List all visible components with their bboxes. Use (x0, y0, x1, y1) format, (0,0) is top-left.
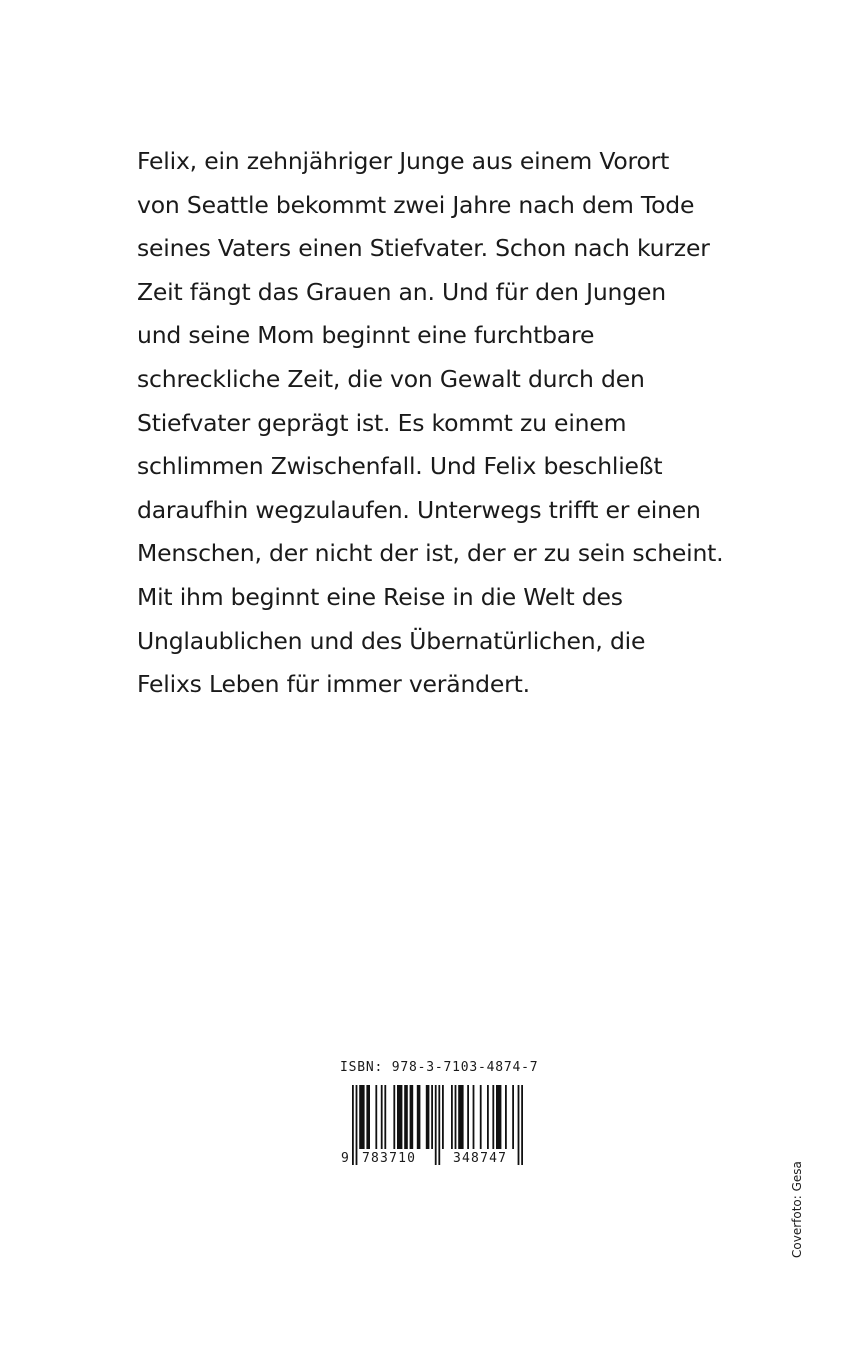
isbn-label: ISBN: 978-3-7103-4874-7 (340, 1060, 539, 1075)
barcode-bar (473, 1085, 475, 1149)
cover-photo-credit: Coverfoto: Gesa (790, 1161, 804, 1258)
blurb-line: Felix, ein zehnjähriger Junge aus einem Vorort (137, 147, 670, 175)
blurb-line: Stiefvater geprägt ist. Es kommt zu einem (137, 408, 627, 437)
barcode-bar (410, 1085, 414, 1149)
barcode-bar (505, 1085, 507, 1149)
barcode-bar (451, 1085, 453, 1149)
barcode-guard-bar (352, 1085, 354, 1165)
barcode-bar (404, 1085, 408, 1149)
blurb-line: daraufhin wegzulaufen. Unterwegs trifft er einen (137, 495, 701, 524)
barcode (340, 1085, 530, 1180)
barcode-bar (381, 1085, 383, 1149)
barcode-bar (487, 1085, 489, 1149)
barcode-bar (480, 1085, 482, 1149)
blurb-line: von Seattle bekommt zwei Jahre nach dem Tode (137, 190, 695, 219)
barcode-bar (375, 1085, 377, 1149)
blurb-line: Felixs Leben für immer verändert. (137, 670, 530, 699)
blurb-line: und seine Mom beginnt eine furchtbare (137, 321, 595, 350)
blurb-line: schlimmen Zwischenfall. Und Felix beschließt (137, 452, 663, 481)
barcode-bar (442, 1085, 444, 1149)
barcode-guard-bar (435, 1085, 437, 1165)
barcode-lead-digit: 9 (341, 1151, 349, 1166)
barcode-guard-bar (438, 1085, 440, 1165)
barcode-bar (492, 1085, 494, 1149)
barcode-right-digits: 348747 (453, 1151, 508, 1166)
barcode-bar (431, 1085, 433, 1149)
barcode-bar (496, 1085, 501, 1149)
blurb-line: Zeit fängt das Grauen an. Und für den Jungen (137, 277, 666, 306)
back-cover-blurb (137, 140, 777, 707)
blurb-line: Unglaublichen und des Übernatürlichen, die (137, 626, 646, 655)
blurb-line: seines Vaters einen Stiefvater. Schon nach kurzer (137, 234, 710, 263)
barcode-bar (426, 1085, 430, 1149)
barcode-bar (455, 1085, 457, 1149)
barcode-bar (393, 1085, 395, 1149)
barcode-bar (458, 1085, 463, 1149)
barcode-bar (467, 1085, 469, 1149)
barcode-bar (397, 1085, 402, 1149)
barcode-bar (366, 1085, 370, 1149)
blurb-line: Menschen, der nicht der ist, der er zu sein scheint. (137, 539, 724, 568)
barcode-bar (359, 1085, 364, 1149)
barcode-bar (512, 1085, 514, 1149)
barcode-guard-bar (356, 1085, 358, 1165)
barcode-bar (417, 1085, 421, 1149)
blurb-line: schreckliche Zeit, die von Gewalt durch den (137, 364, 645, 393)
barcode-bar (384, 1085, 386, 1149)
barcode-left-digits: 783710 (362, 1151, 417, 1166)
blurb-line: Mit ihm beginnt eine Reise in die Welt des (137, 582, 623, 611)
barcode-guard-bar (521, 1085, 523, 1165)
barcode-guard-bar (518, 1085, 520, 1165)
